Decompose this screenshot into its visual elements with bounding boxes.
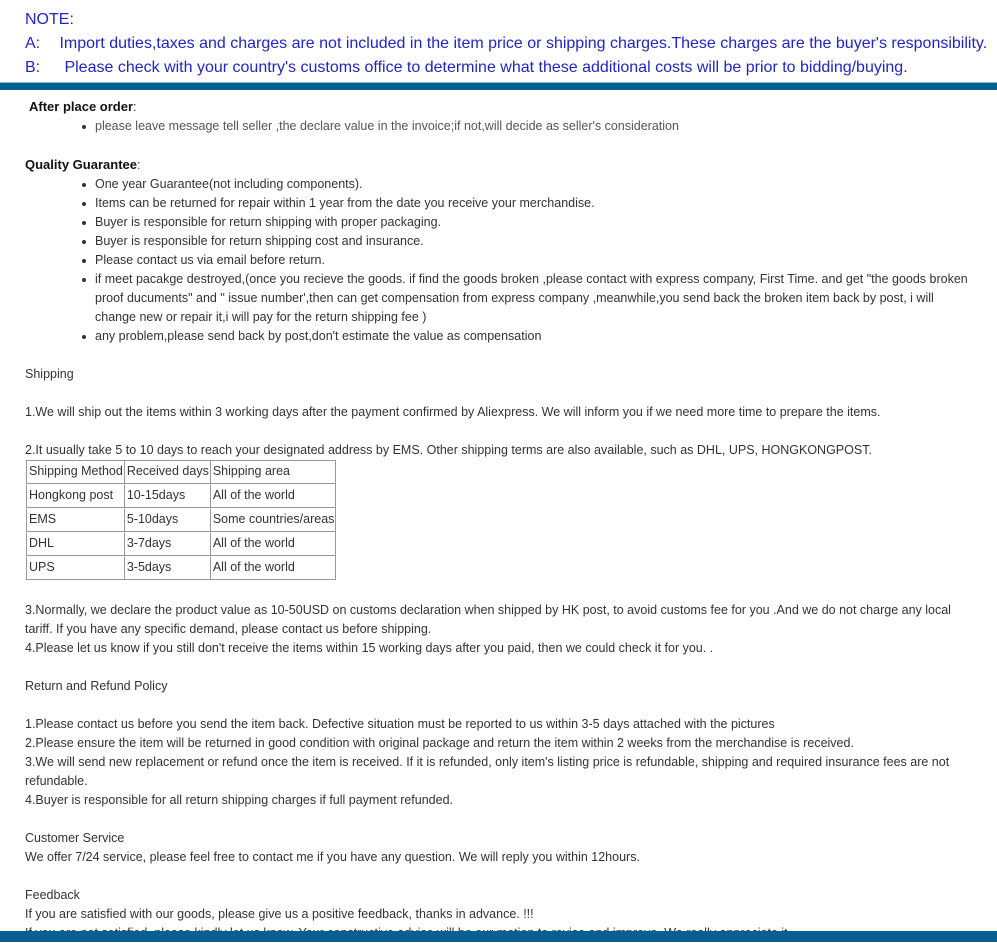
divider-bar-bottom — [0, 931, 997, 942]
table-cell: DHL — [26, 532, 124, 556]
import-note — [25, 8, 997, 80]
table-row — [26, 556, 335, 580]
return-policy-item: 1.Please contact us before you send the item back. Defective situation must be reported to us within 3-5 days attached with the pictures — [25, 717, 775, 731]
note-text: Please check with your country's customs office to determine what these additional costs will be prior to bidding/buying. — [64, 59, 908, 76]
after-place-order-heading: After place order: — [29, 99, 137, 114]
table-cell: All of the world — [210, 556, 336, 580]
list-item: Please contact us via email before return. — [95, 251, 975, 270]
table-cell: 5-10days — [124, 508, 210, 532]
table-cell: Some countries/areas — [210, 508, 336, 532]
shipping-paragraph-1: 1.We will ship out the items within 3 working days after the payment confirmed by Aliexpress. We will inform you if we need more time to prepare the items. — [25, 405, 881, 419]
shipping-paragraph-2: 2.It usually take 5 to 10 days to reach your designated address by EMS. Other shipping terms are also available, such as DHL, UPS, HONGKONGPOST. — [25, 443, 872, 457]
list-item: One year Guarantee(not including components). — [95, 175, 975, 194]
table-cell: Hongkong post — [26, 484, 124, 508]
table-cell: EMS — [26, 508, 124, 532]
shipping-paragraph-3: 3.Normally, we declare the product value as 10-50USD on customs declaration when shipped by HK post, to avoid customs fee for you .And we do not charge any local tariff. If you have any specific demand, please contact us before shipping. — [25, 603, 951, 636]
note-title: NOTE: — [25, 11, 74, 28]
table-header-cell: Shipping Method — [26, 460, 124, 484]
table-cell: UPS — [26, 556, 124, 580]
table-cell: 3-5days — [124, 556, 210, 580]
return-policy-item: 3.We will send new replacement or refund once the item is received. If it is refunded, only item's listing price is refundable, shipping and required insurance fees are not refundable. — [25, 755, 950, 788]
list-item: Buyer is responsible for return shipping cost and insurance. — [95, 232, 975, 251]
after-place-order-list — [25, 117, 975, 136]
table-row — [26, 508, 335, 532]
list-item: any problem,please send back by post,don't estimate the value as compensation — [95, 327, 975, 346]
table-row — [26, 484, 335, 508]
customer-service-heading: Customer Service — [25, 831, 125, 845]
note-text: Import duties,taxes and charges are not included in the item price or shipping charges.These charges are the buyer's responsibility. — [59, 35, 988, 52]
note-label: B: — [25, 59, 41, 76]
list-item: if meet pacakge destroyed,(once you recieve the goods. if find the goods broken ,please contact with express company, First Time. and get "the goods broken proof ducuments" and " issue number',then can get compensation from express company ,meanwhile,you send back the broken item back by post, i will change new or repair it,i will pay for the return shipping fee ) — [95, 270, 975, 327]
list-item: Items can be returned for repair within 1 year from the date you receive your merchandise. — [95, 194, 975, 213]
table-cell: 10-15days — [124, 484, 210, 508]
table-cell: 3-7days — [124, 532, 210, 556]
note-label: A: — [25, 35, 41, 52]
table-row — [26, 532, 335, 556]
table-cell: All of the world — [210, 532, 336, 556]
table-header-row — [26, 460, 335, 484]
table-header-cell: Received days — [124, 460, 210, 484]
quality-guarantee-heading: Quality Guarantee: — [25, 157, 141, 172]
customer-service-text: We offer 7/24 service, please feel free to contact me if you have any question. We will reply you within 12hours. — [25, 850, 640, 864]
policy-content — [25, 97, 975, 943]
quality-guarantee-list — [25, 175, 975, 346]
feedback-line: If you are satisfied with our goods, please give us a positive feedback, thanks in advance. !!! — [25, 907, 534, 921]
divider-bar-top — [0, 82, 997, 90]
list-item: Buyer is responsible for return shipping with proper packaging. — [95, 213, 975, 232]
note-item-b — [25, 56, 997, 80]
table-header-cell: Shipping area — [210, 460, 336, 484]
table-cell: All of the world — [210, 484, 336, 508]
return-policy-heading: Return and Refund Policy — [25, 679, 168, 693]
return-policy-item: 4.Buyer is responsible for all return shipping charges if full payment refunded. — [25, 793, 454, 807]
feedback-heading: Feedback — [25, 888, 80, 902]
shipping-methods-table — [26, 460, 336, 580]
shipping-heading: Shipping — [25, 367, 74, 381]
return-policy-item: 2.Please ensure the item will be returned in good condition with original package and return the item within 2 weeks from the merchandise is received. — [25, 736, 854, 750]
note-item-a — [25, 32, 997, 56]
list-item: please leave message tell seller ,the declare value in the invoice;if not,will decide as seller's consideration — [95, 117, 975, 136]
shipping-paragraph-4: 4.Please let us know if you still don't receive the items within 15 working days after you paid, then we could check it for you. . — [25, 641, 714, 655]
